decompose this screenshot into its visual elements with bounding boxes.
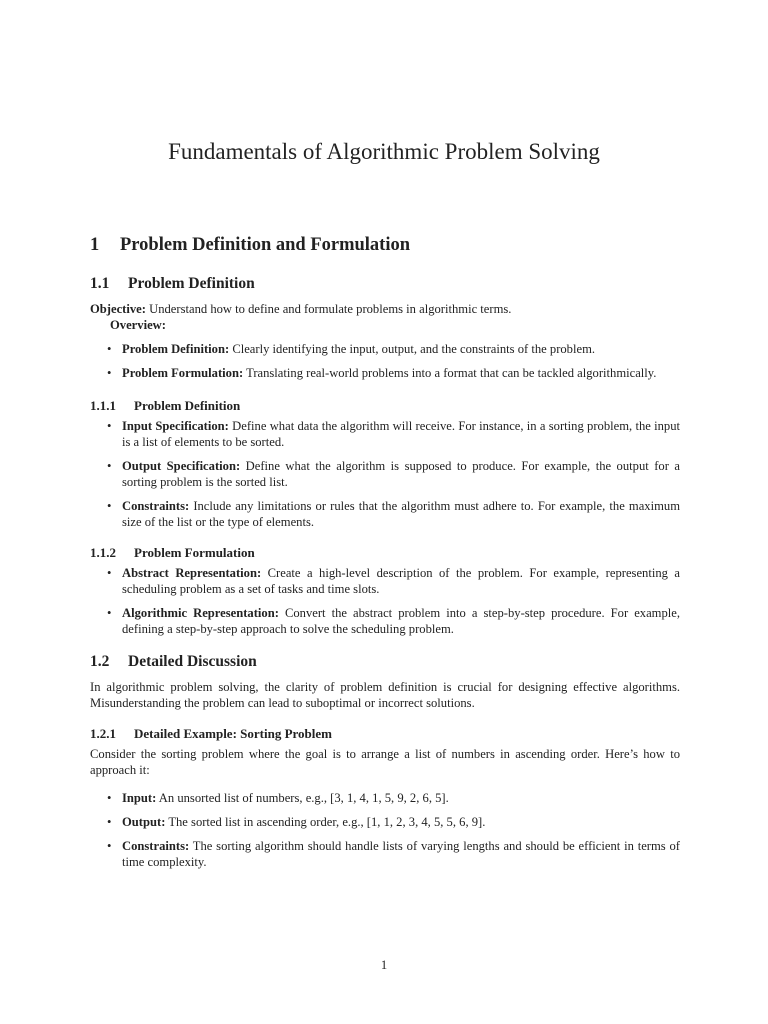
bullet-icon: • bbox=[107, 839, 112, 853]
subsubsection-heading bbox=[90, 725, 680, 743]
list-item bbox=[90, 418, 680, 450]
bullet-icon: • bbox=[107, 566, 112, 580]
bullet-icon: • bbox=[107, 366, 112, 380]
list-item bbox=[90, 838, 680, 870]
item-text: Define what the algorithm is supposed to produce. For example, the output for a sorting problem is the sorted list. bbox=[122, 459, 680, 489]
bullet-icon: • bbox=[107, 606, 112, 620]
item-text: An unsorted list of numbers, e.g., [3, 1, 4, 1, 5, 9, 2, 6, 5]. bbox=[158, 791, 449, 805]
item-label: Input: bbox=[122, 791, 157, 805]
objective-text: Understand how to define and formulate problems in algorithmic terms. bbox=[149, 302, 512, 316]
bullet-icon: • bbox=[107, 815, 112, 829]
bullet-icon: • bbox=[107, 499, 112, 513]
item-text: Translating real-world problems into a format that can be tackled algorithmically. bbox=[246, 366, 657, 380]
subsection-number: 1.2 bbox=[90, 653, 110, 670]
list-item bbox=[90, 498, 680, 530]
list-item bbox=[90, 458, 680, 490]
bullet-icon: • bbox=[107, 791, 112, 805]
subsubsection-heading bbox=[90, 544, 680, 562]
subsubsection-heading bbox=[90, 397, 680, 415]
item-text: Convert the abstract problem into a step-by-step procedure. For example, defining a step-by-step approach to solve the scheduling problem. bbox=[122, 606, 680, 636]
list-item bbox=[90, 790, 680, 806]
bullet-icon: • bbox=[107, 459, 112, 473]
subsection-title: Problem Definition bbox=[128, 275, 255, 292]
item-label: Output: bbox=[122, 815, 166, 829]
page-number: 1 bbox=[380, 958, 388, 972]
section-heading bbox=[90, 232, 680, 258]
item-text: Clearly identifying the input, output, and the constraints of the problem. bbox=[232, 342, 596, 356]
subsubsection-number: 1.1.2 bbox=[90, 545, 116, 560]
item-label: Problem Formulation: bbox=[122, 366, 244, 380]
list-item bbox=[90, 341, 680, 357]
sorting-example-list bbox=[90, 790, 680, 870]
item-label: Problem Definition: bbox=[122, 342, 230, 356]
section-number: 1 bbox=[90, 235, 100, 255]
overview-list bbox=[90, 341, 680, 381]
problem-definition-list bbox=[90, 418, 680, 530]
subsection-title: Detailed Discussion bbox=[128, 653, 257, 670]
objective-line bbox=[90, 301, 680, 317]
problem-formulation-list bbox=[90, 565, 680, 637]
item-label: Constraints: bbox=[122, 499, 190, 513]
document-body bbox=[90, 232, 680, 870]
list-item bbox=[90, 565, 680, 597]
subsubsection-number: 1.1.1 bbox=[90, 398, 116, 413]
bullet-icon: • bbox=[107, 342, 112, 356]
bullet-icon: • bbox=[107, 419, 112, 433]
subsubsection-title: Problem Definition bbox=[134, 398, 241, 413]
overview-label: Overview: bbox=[110, 318, 166, 332]
example-paragraph: Consider the sorting problem where the goal is to arrange a list of numbers in ascending order. Here’s how to approach it: bbox=[90, 747, 680, 777]
subsection-number: 1.1 bbox=[90, 275, 110, 292]
subsection-heading bbox=[90, 273, 680, 295]
overview-line bbox=[90, 317, 680, 333]
subsubsection-number: 1.2.1 bbox=[90, 726, 116, 741]
item-label: Output Specification: bbox=[122, 459, 241, 473]
discussion-paragraph: In algorithmic problem solving, the clarity of problem definition is crucial for designing effective algorithms. Misunderstanding the problem can lead to suboptimal or incorrect solutions. bbox=[90, 680, 680, 710]
subsubsection-title: Detailed Example: Sorting Problem bbox=[134, 726, 332, 741]
subsubsection-title: Problem Formulation bbox=[134, 545, 255, 560]
section-title: Problem Definition and Formulation bbox=[120, 235, 411, 255]
document-title: Fundamentals of Algorithmic Problem Solving bbox=[168, 139, 600, 164]
objective-label: Objective: bbox=[90, 302, 146, 316]
item-label: Algorithmic Representation: bbox=[122, 606, 279, 620]
item-text: Include any limitations or rules that the algorithm must adhere to. For example, the maximum size of the list or the type of elements. bbox=[122, 499, 680, 529]
list-item bbox=[90, 605, 680, 637]
subsection-heading bbox=[90, 651, 680, 673]
item-label: Input Specification: bbox=[122, 419, 229, 433]
item-text: The sorting algorithm should handle lists of varying lengths and should be efficient in terms of time complexity. bbox=[122, 839, 680, 869]
item-text: Create a high-level description of the problem. For example, representing a scheduling problem as a set of tasks and time slots. bbox=[122, 566, 680, 596]
item-label: Constraints: bbox=[122, 839, 190, 853]
list-item bbox=[90, 814, 680, 830]
item-label: Abstract Representation: bbox=[122, 566, 262, 580]
item-text: The sorted list in ascending order, e.g., [1, 1, 2, 3, 4, 5, 5, 6, 9]. bbox=[168, 815, 486, 829]
list-item bbox=[90, 365, 680, 381]
item-text: Define what data the algorithm will receive. For instance, in a sorting problem, the input is a list of elements to be sorted. bbox=[122, 419, 681, 449]
